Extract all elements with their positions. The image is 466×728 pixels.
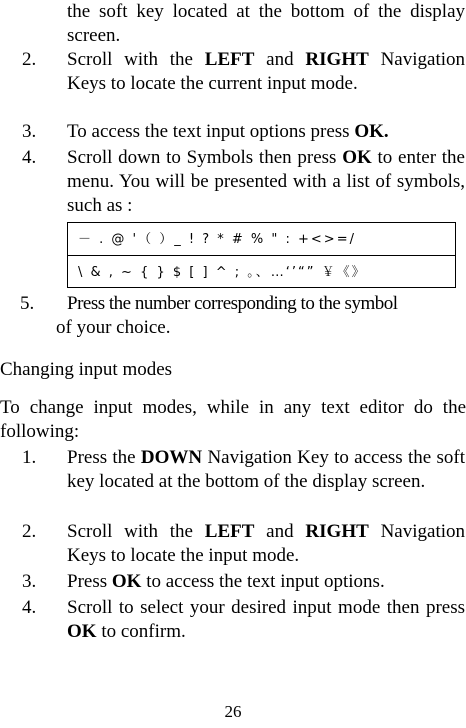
symbols-table	[67, 222, 456, 288]
section-heading: Changing input modes	[0, 359, 173, 380]
list2-item3-number: 3.	[22, 571, 37, 592]
left-key-label: LEFT	[204, 49, 255, 70]
symbols-row-1: － . @ '（ ）_ ! ? * # % " : +<>=/	[68, 223, 455, 256]
list1-item3-text: To access the text input options press OK.	[67, 121, 389, 142]
list1-item1-text: the soft key located at the bottom of the display screen.	[67, 1, 465, 46]
page-number: 26	[224, 702, 242, 721]
down-key-label: DOWN	[140, 447, 203, 468]
list2-item1-number: 1.	[22, 447, 37, 468]
list2-item2-text: Scroll with the LEFT and RIGHT Navigation Keys to locate the input mode.	[67, 521, 465, 566]
right-key-label: RIGHT	[305, 521, 369, 542]
list2-item4-number: 4.	[22, 597, 37, 618]
list2-item2-number: 2.	[22, 521, 37, 542]
symbols-row-2: \ & , ~ { } $ [ ] ^ ; 。、…‘’“” ￥《》	[78, 265, 367, 280]
list1-item2-text: Scroll with the LEFT and RIGHT Navigation Keys to locate the current input mode.	[67, 49, 465, 94]
list1-item2-number: 2.	[22, 49, 37, 70]
ok-key-label: OK	[111, 571, 142, 592]
list2-item1-text: Press the DOWN Navigation Key to access the soft key located at the bottom of the display screen.	[67, 447, 466, 492]
list2-item4-text: Scroll to select your desired input mode then press OK to confirm.	[67, 597, 465, 642]
list1-item5-line2: of your choice.	[56, 317, 171, 338]
list1-item3-number: 3.	[22, 121, 37, 142]
list1-item4-number: 4.	[22, 147, 37, 168]
list1-item4-text: Scroll down to Symbols then press OK to enter the menu. You will be presented with a list of symbols, such as :	[67, 147, 465, 216]
list1-item5-line1: Press the number corresponding to the symbol	[67, 293, 398, 314]
intro-paragraph: To change input modes, while in any text editor do the following:	[0, 397, 466, 442]
list1-item1-continuation	[67, 0, 465, 48]
left-key-label: LEFT	[204, 521, 255, 542]
ok-key-label: OK	[342, 147, 372, 168]
list1-item5-number: 5.	[20, 293, 35, 314]
right-key-label: RIGHT	[305, 49, 369, 70]
ok-key-label: OK	[67, 621, 97, 642]
ok-key-label: OK.	[354, 121, 389, 142]
list2-item3-text: Press OK to access the text input options.	[67, 571, 385, 592]
